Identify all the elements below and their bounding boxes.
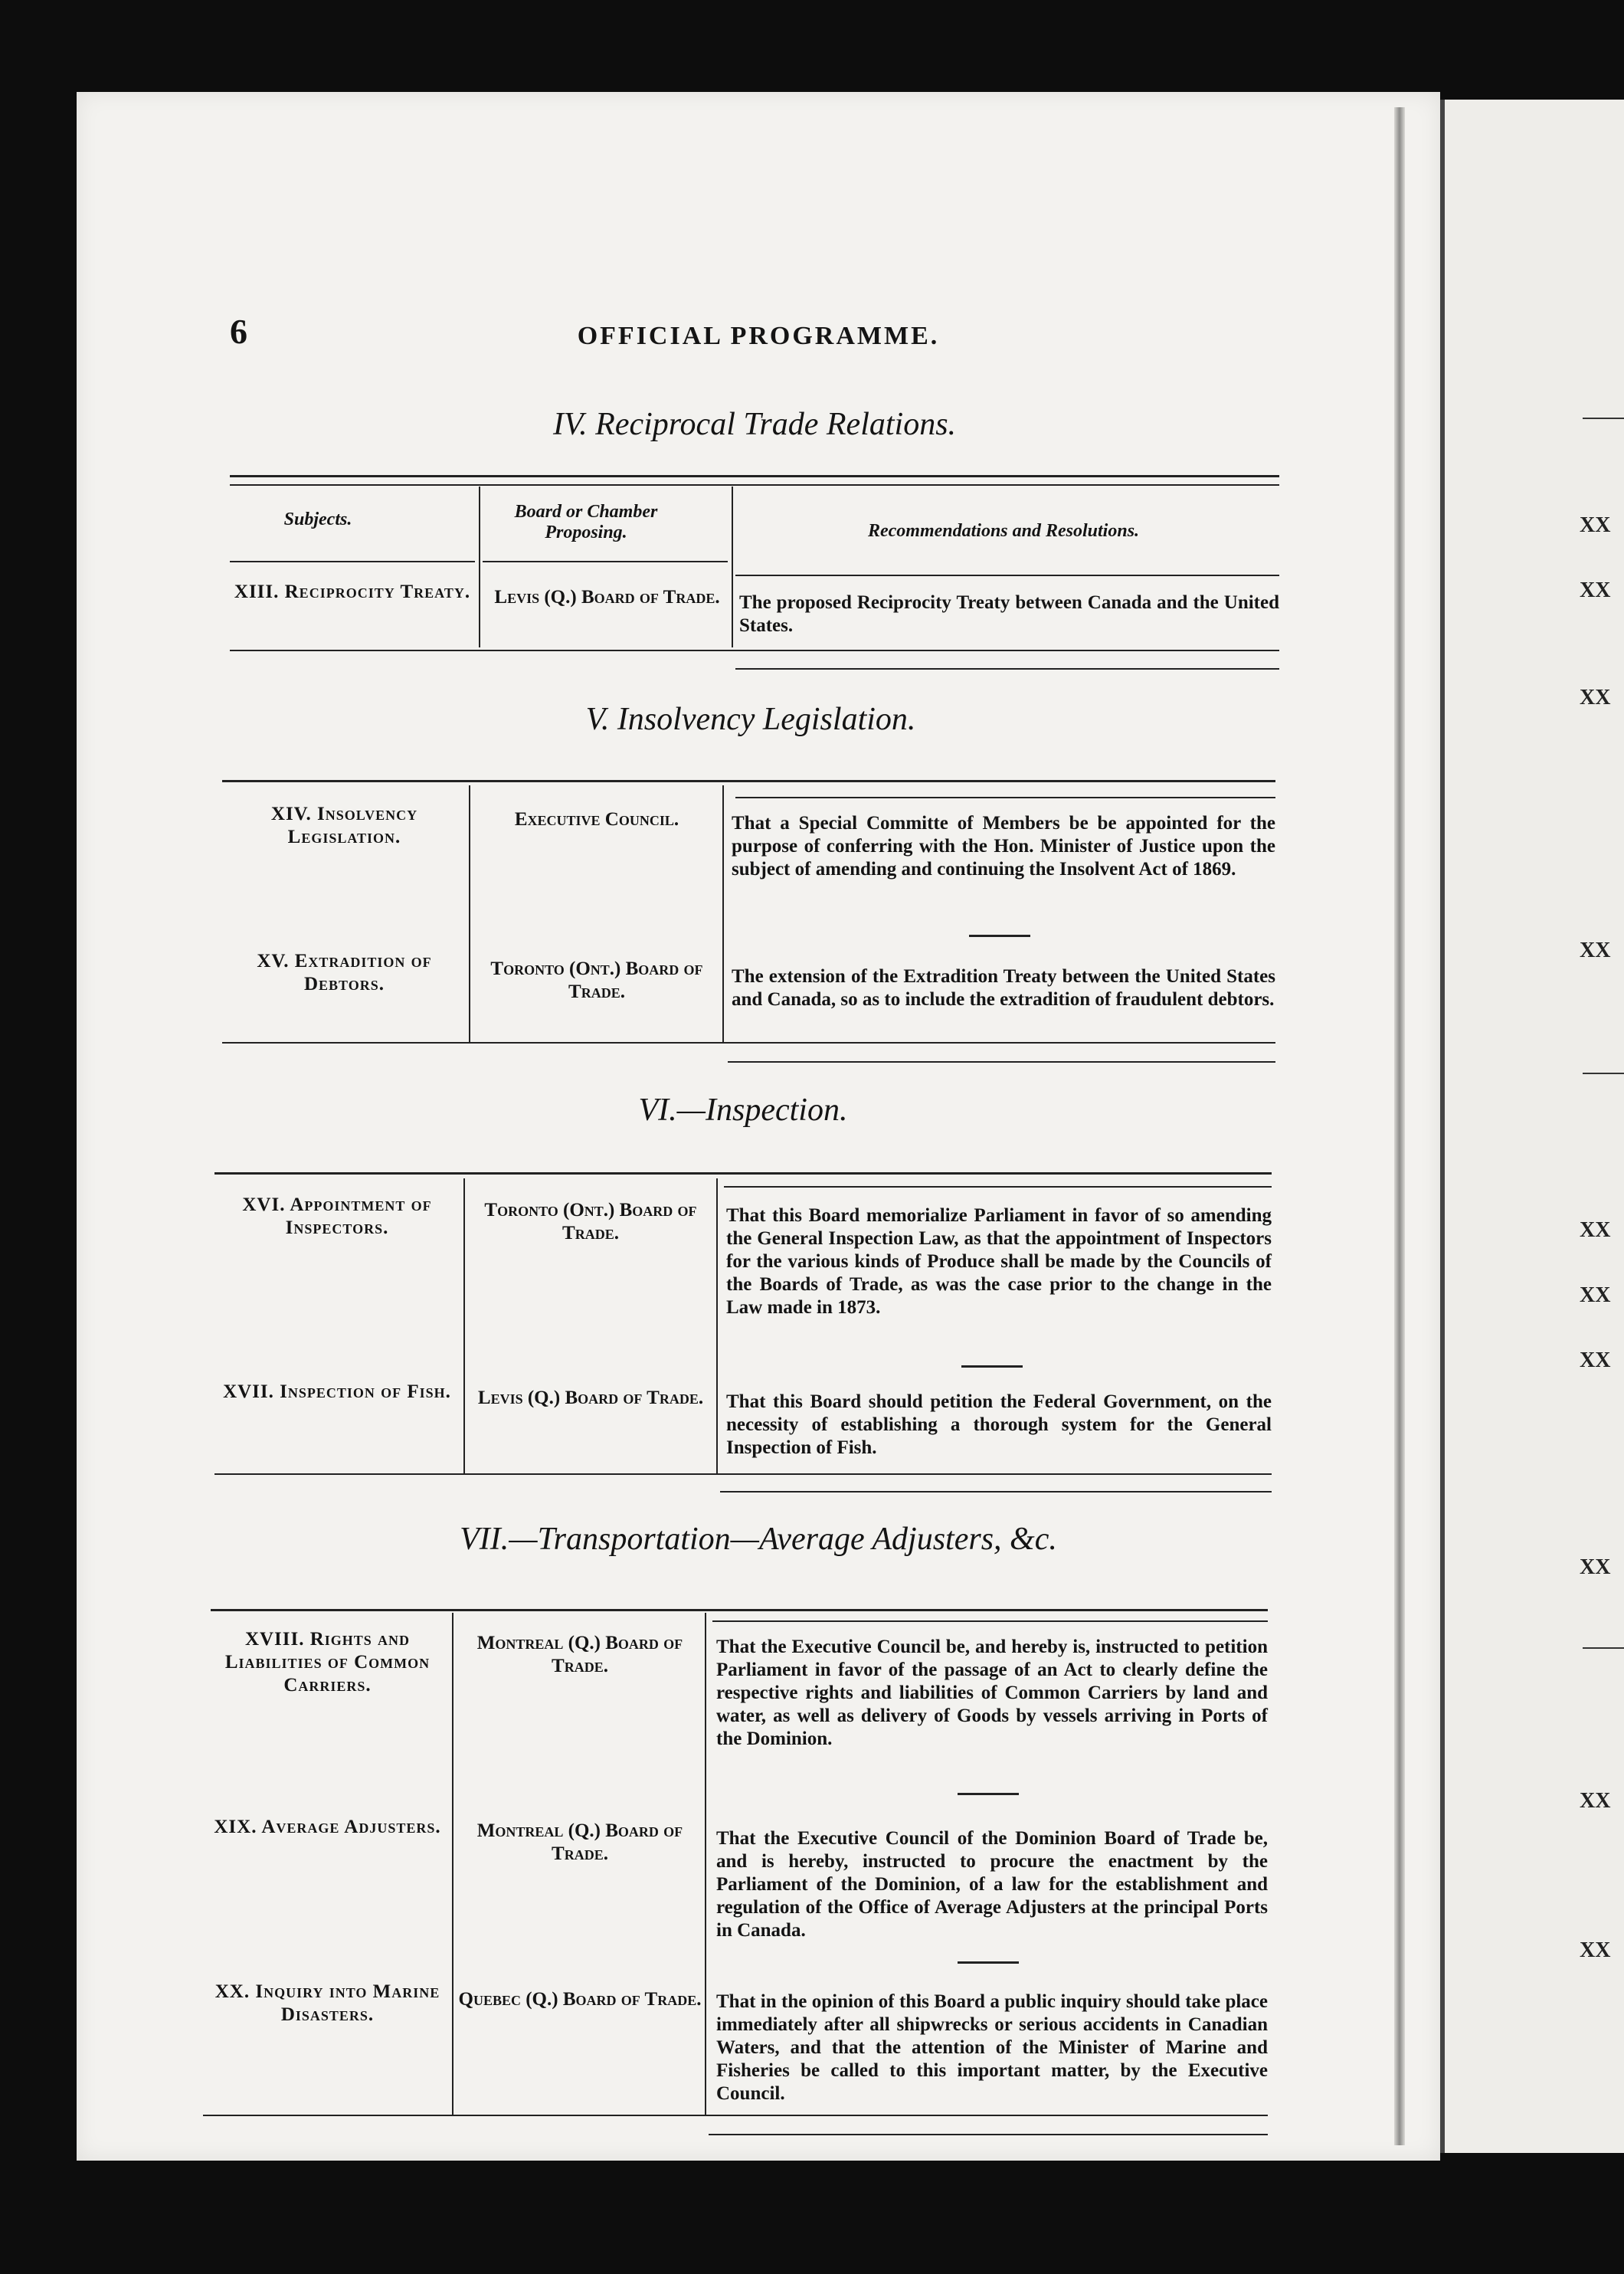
recommendation-cell: That in the opinion of this Board a public inquiry should take place immediately after all shipwrecks or serious accidents in Canadian Waters, and that the attention of the Minister of Marine and Fisheries be called to this important matter, by the Executive Council. (716, 1991, 1268, 2104)
column-divider (469, 785, 470, 1042)
header-underline (735, 575, 1279, 576)
board-cell: Quebec (Q.) Board of Trade. (458, 1989, 702, 2010)
board-cell: Toronto (Ont.) Board of Trade. (490, 958, 703, 1002)
section-title-vii: VII.—Transportation—Average Adjusters, &c. (460, 1522, 1057, 1557)
subject-cell: XIV. Insolvency Legislation. (270, 804, 418, 847)
header-board: Board or Chamber Proposing. (514, 502, 658, 542)
subject-cell: XIX. Average Adjusters. (214, 1817, 441, 1837)
row-separator (958, 1961, 1019, 1964)
column-divider (716, 1178, 718, 1473)
table-bottom-rule (203, 2115, 1268, 2116)
board-cell: Toronto (Ont.) Board of Trade. (484, 1200, 697, 1243)
board-cell: Montreal (Q.) Board of Trade. (476, 1633, 683, 1676)
adjacent-page-fragment: XX (1580, 939, 1611, 962)
header-recommendations: Recommendations and Resolutions. (867, 521, 1140, 541)
table-bottom-rule (735, 668, 1279, 670)
table-top-rule (222, 780, 1275, 782)
subject-cell: XVIII. Rights and Liabilities of Common Carriers. (224, 1629, 431, 1696)
column-divider (705, 1613, 706, 2115)
table-top-rule (230, 475, 1279, 477)
recommendation-cell: The proposed Reciprocity Treaty between Canada and the United States. (739, 592, 1279, 636)
header-underline (230, 561, 475, 562)
table-bottom-rule (222, 1042, 1275, 1044)
column-divider (452, 1613, 453, 2115)
column-divider (722, 785, 724, 1042)
adjacent-page-rule (1583, 418, 1624, 419)
adjacent-page-fragment: XX (1580, 578, 1611, 602)
page-fold (1394, 107, 1405, 2145)
document-page (77, 92, 1440, 2161)
board-cell: Executive Council. (514, 809, 679, 830)
table-top-rule (211, 1609, 1268, 1611)
board-cell: Levis (Q.) Board of Trade. (494, 587, 720, 608)
recommendation-cell: That a Special Committe of Members be be appointed for the purpose of conferring with the Hon. Minister of Justice upon the subject of amending and continuing the Insolvent Act of 1869. (732, 813, 1275, 880)
row-separator (961, 1365, 1023, 1368)
recommendation-cell: The extension of the Extradition Treaty between the United States and Canada, so as to include the extradition of fraudulent debtors. (732, 966, 1275, 1010)
recommendation-cell: That this Board should petition the Federal Government, on the necessity of establishing a thorough system for the General Inspection of Fish. (726, 1391, 1272, 1458)
board-cell: Montreal (Q.) Board of Trade. (476, 1820, 683, 1864)
recommendation-cell: That the Executive Council of the Dominion Board of Trade be, and is hereby, instructed to procure the enactment by the Parliament of the Dominion, of a law for the establishment and regulation of the Office of Average Adjusters at the principal Ports in Canada. (716, 1828, 1268, 1941)
row-separator (958, 1793, 1019, 1795)
adjacent-page-fragment: XX (1580, 513, 1611, 537)
subject-cell: XIII. Reciprocity Treaty. (234, 582, 471, 602)
adjacent-page-rule (1583, 1647, 1624, 1649)
page-number: 6 (230, 312, 247, 351)
table-top-rule (724, 1186, 1272, 1188)
table-bottom-rule (728, 1061, 1275, 1063)
table-bottom-rule (709, 2134, 1268, 2135)
running-head: OFFICIAL PROGRAMME. (577, 322, 940, 350)
subject-cell: XV. Extradition of Debtors. (257, 951, 432, 994)
column-divider (732, 487, 733, 647)
adjacent-page-fragment: XX (1580, 686, 1611, 709)
table-bottom-rule (720, 1491, 1272, 1493)
adjacent-page-fragment: XX (1580, 1283, 1611, 1307)
table-top-rule (214, 1172, 1272, 1175)
table-bottom-rule (214, 1473, 1272, 1475)
subject-cell: XVI. Appointment of Inspectors. (242, 1194, 432, 1238)
section-title-vi: VI.—Inspection. (638, 1093, 848, 1128)
table-top-rule (230, 484, 1279, 486)
column-divider (479, 487, 480, 647)
adjacent-page (1440, 100, 1624, 2153)
subject-cell: XX. Inquiry into Marine Disasters. (214, 1981, 440, 2025)
adjacent-page-fragment: XX (1580, 1218, 1611, 1242)
board-cell: Levis (Q.) Board of Trade. (477, 1388, 704, 1408)
table-top-rule (735, 797, 1275, 798)
recommendation-cell: That this Board memorialize Parliament in favor of so amending the General Inspection Law, as that the appointment of Inspectors for the various kinds of Produce shall be made by the Councils of the Boards of Trade, as was the case prior to the change in the Law made in 1873. (726, 1205, 1272, 1318)
header-underline (483, 561, 728, 562)
column-divider (463, 1178, 465, 1473)
section-title-v: V. Insolvency Legislation. (585, 702, 916, 737)
row-separator (969, 935, 1030, 937)
table-top-rule (712, 1620, 1268, 1622)
adjacent-page-fragment: XX (1580, 1348, 1611, 1372)
table-bottom-rule (230, 650, 1279, 651)
header-subjects: Subjects. (283, 510, 352, 529)
adjacent-page-fragment: XX (1580, 1789, 1611, 1813)
subject-cell: XVII. Inspection of Fish. (223, 1381, 451, 1402)
adjacent-page-rule (1583, 1073, 1624, 1074)
adjacent-page-fragment: XX (1580, 1938, 1611, 1962)
section-title-iv: IV. Reciprocal Trade Relations. (552, 407, 957, 442)
recommendation-cell: That the Executive Council be, and hereby is, instructed to petition Parliament in favor of the passage of an Act to clearly define the respective rights and liabilities of Common Carriers by land and water, as well as delivery of Goods by vessels arriving in Ports of the Dominion. (716, 1637, 1268, 1749)
adjacent-page-fragment: XX (1580, 1555, 1611, 1579)
